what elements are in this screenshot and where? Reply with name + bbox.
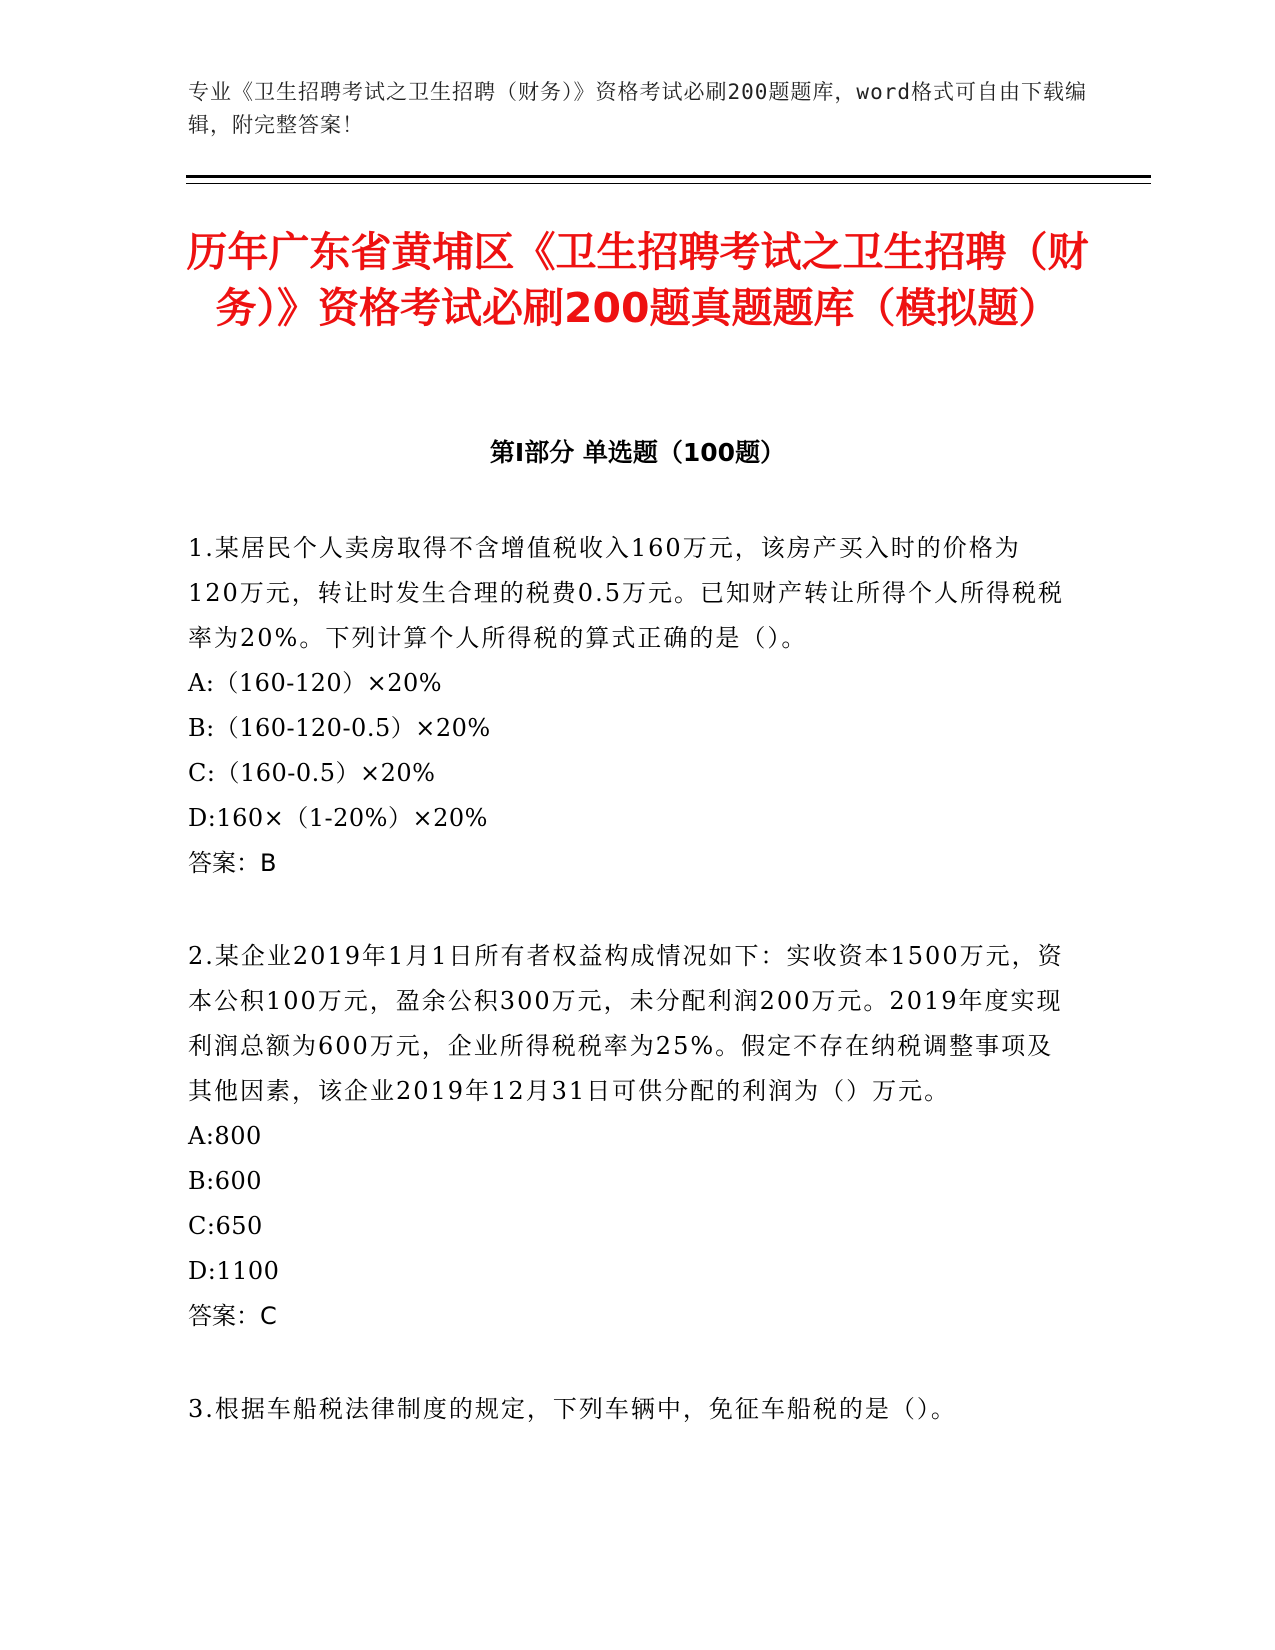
question-list [188, 526, 1068, 1480]
header-note: 专业《卫生招聘考试之卫生招聘（财务）》资格考试必刷200题题库，word格式可自由下载编辑，附完整答案！ [188, 80, 1087, 137]
option-c: C:（160-0.5）×20% [188, 759, 436, 787]
option-b: B:（160-120-0.5）×20% [188, 714, 491, 742]
option-d: D:1100 [188, 1257, 280, 1285]
option-a: A:（160-120）×20% [188, 669, 443, 697]
option-a: A:800 [188, 1122, 262, 1150]
question-3 [188, 1387, 1068, 1432]
question-1 [188, 526, 1068, 886]
header-divider-thin [186, 183, 1151, 184]
header-divider-thick [186, 175, 1151, 178]
question-stem: 2.某企业2019年1月1日所有者权益构成情况如下：实收资本1500万元，资本公积100万元，盈余公积300万元，未分配利润200万元。2019年度实现利润总额为600万元，企业所得税税率为25%。假定不存在纳税调整事项及其他因素，该企业2019年12月31日可供分配的利润为（）万元。 [188, 942, 1064, 1105]
option-c: C:650 [188, 1212, 263, 1240]
section-title: 第I部分 单选题（100题） [489, 438, 786, 467]
document-title: 历年广东省黄埔区《卫生招聘考试之卫生招聘（财务）》资格考试必刷200题真题题库（模拟题） [186, 228, 1089, 332]
question-2 [188, 934, 1068, 1339]
answer: 答案：C [188, 1302, 277, 1330]
option-d: D:160×（1-20%）×20% [188, 804, 488, 832]
question-stem: 3.根据车船税法律制度的规定，下列车辆中，免征车船税的是（）。 [188, 1395, 957, 1423]
option-b: B:600 [188, 1167, 263, 1195]
question-stem: 1.某居民个人卖房取得不含增值税收入160万元，该房产买入时的价格为120万元，转让时发生合理的税费0.5万元。已知财产转让所得个人所得税税率为20%。下列计算个人所得税的算式正确的是（）。 [188, 534, 1064, 652]
answer: 答案：B [188, 849, 277, 877]
